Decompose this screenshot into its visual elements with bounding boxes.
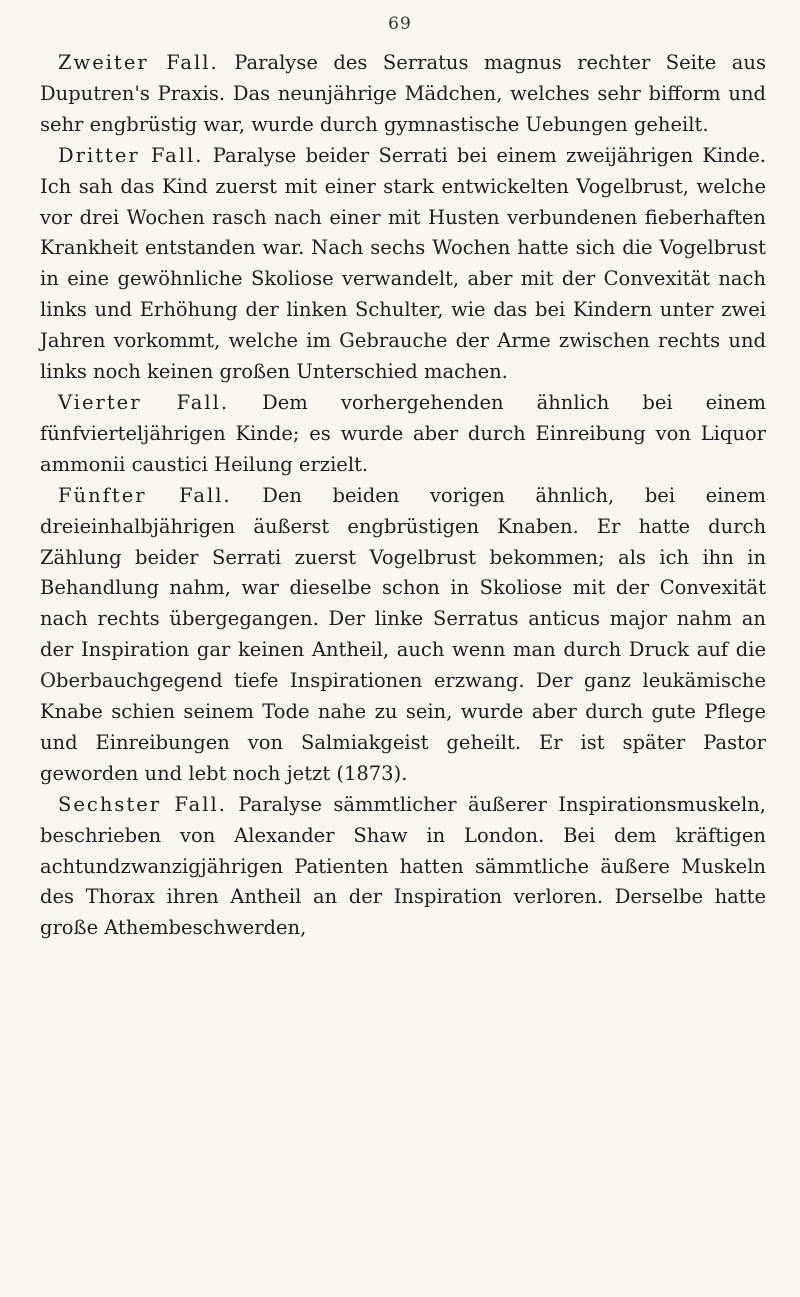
case-heading-4: Vierter Fall. (58, 390, 230, 414)
page-text (40, 48, 766, 944)
case-paragraph-6 (40, 790, 766, 945)
case-body-5: Den beiden vorigen ähnlich, bei einem dreieinhalbjährigen äußerst engbrüstigen Knaben. Er hatte durch Zählung beider Serrati zuerst Vogelbrust bekommen; als ich ihn in Behandlung nahm, war dieselbe schon in Skoliose mit der Convexität nach rechts übergegangen. Der linke Serratus anticus major nahm an der Inspiration gar keinen Antheil, auch wenn man durch Druck auf die Oberbauchgegend tiefe Inspirationen erzwang. Der ganz leukämische Knabe schien seinem Tode nahe zu sein, wurde aber durch gute Pflege und Einreibungen von Salmiakgeist geheilt. Er ist später Pastor geworden und lebt noch jetzt (1873). (40, 483, 767, 785)
case-paragraph-2 (40, 48, 766, 141)
case-paragraph-3 (40, 141, 766, 388)
case-paragraph-4 (40, 388, 766, 481)
page-number: 69 (388, 14, 412, 34)
case-heading-2: Zweiter Fall. (58, 51, 219, 74)
case-heading-3: Dritter Fall. (58, 143, 204, 167)
case-heading-5: Fünfter Fall. (58, 483, 232, 507)
case-body-4: Dem vorhergehenden ähnlich bei einem fünfvierteljährigen Kinde; es wurde aber durch Einreibung von Liquor ammonii caustici Heilung erzielt. (40, 390, 766, 476)
case-heading-6: Sechster Fall. (58, 792, 227, 816)
case-body-6: Paralyse sämmtlicher äußerer Inspirationsmuskeln, beschrieben von Alexander Shaw in London. Bei dem kräftigen achtundzwanzigjährigen Patienten hatten sämmtliche äußere Muskeln des Thorax ihren Antheil an der Inspiration verloren. Derselbe hatte große Athembeschwerden, (40, 792, 766, 940)
case-body-2: Paralyse des Serratus magnus rechter Seite aus Duputren's Praxis. Das neunjährige Mädchen, welches sehr bifform und sehr engbrüstig war, wurde durch gymnastische Uebungen geheilt. (40, 51, 766, 136)
case-paragraph-5 (40, 481, 766, 790)
case-body-3: Paralyse beider Serrati bei einem zweijährigen Kinde. Ich sah das Kind zuerst mit einer stark entwickelten Vogelbrust, welche vor drei Wochen rasch nach einer mit Husten verbundenen fieberhaften Krankheit entstanden war. Nach sechs Wochen hatte sich die Vogelbrust in eine gewöhnliche Skoliose verwandelt, aber mit der Convexität nach links und Erhöhung der linken Schulter, wie das bei Kindern unter zwei Jahren vorkommt, welche im Gebrauche der Arme zwischen rechts und links noch keinen großen Unterschied machen. (40, 143, 766, 384)
